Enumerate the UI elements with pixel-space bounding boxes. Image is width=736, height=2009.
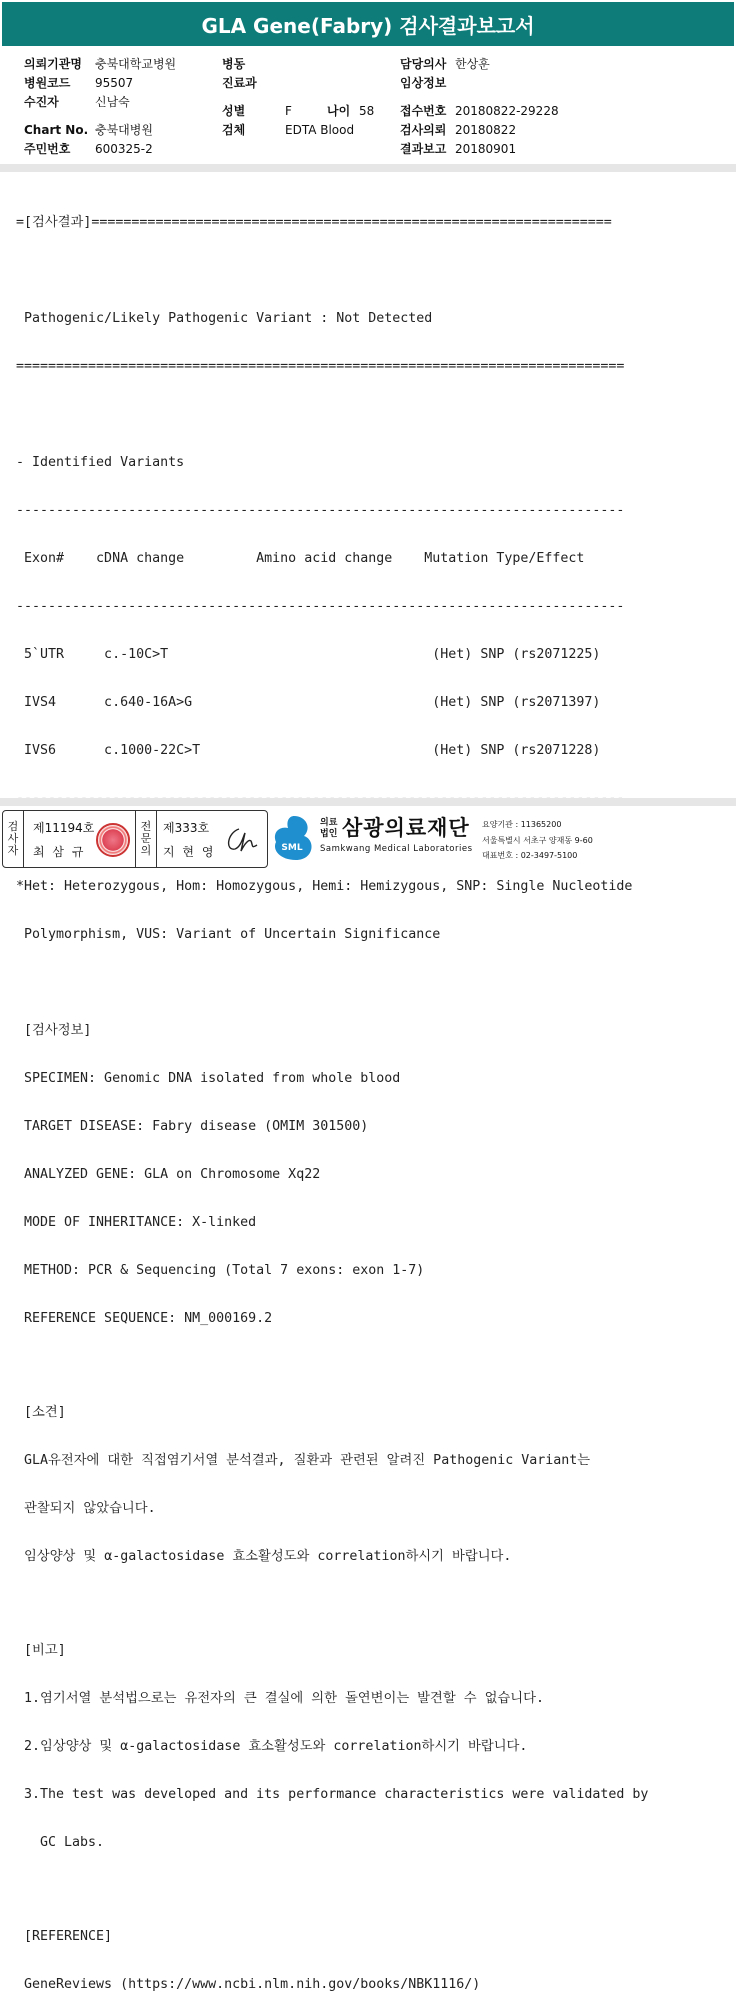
opinion-line: 임상양상 및 α-galactosidase 효소활성도와 correlation하시기 바랍니다.: [16, 1549, 512, 1564]
note-line: 2.임상양상 및 α-galactosidase 효소활성도와 correlation하시기 바랍니다.: [16, 1739, 528, 1754]
footnote-line: Polymorphism, VUS: Variant of Uncertain Significance: [16, 927, 441, 942]
rule-1: ----------------------------------------------------------------------------: [16, 503, 625, 518]
c1-label: Chart No.: [24, 123, 89, 137]
c3-label: 결과보고: [400, 142, 447, 156]
examiner-name: 최 삼 규: [33, 845, 86, 859]
c3-value: 20180822-29228: [455, 104, 559, 118]
c3-label: 검사의뢰: [400, 123, 447, 137]
c3-label: 접수번호: [400, 104, 447, 118]
ward-label: 병동: [222, 57, 246, 71]
info-line: METHOD: PCR & Sequencing (Total 7 exons: exon 1-7): [16, 1263, 425, 1278]
reviewer-label: 전 문 의: [135, 811, 157, 867]
sex-label: 성별: [222, 104, 246, 118]
sml-logo-icon: [272, 814, 316, 862]
note-line: 3.The test was developed and its performance characteristics were validated by: [16, 1787, 649, 1802]
dept-label: 진료과: [222, 76, 257, 90]
specimen-value: EDTA Blood: [285, 123, 355, 137]
examiner-no: 제11194호: [33, 821, 95, 835]
header-divider: [0, 164, 736, 172]
c1-value: 600325-2: [95, 142, 153, 156]
footer-divider: [0, 798, 736, 806]
rule-2: ----------------------------------------------------------------------------: [16, 599, 625, 614]
footer: [0, 806, 736, 875]
note-line: 1.염기서열 분석법으로는 유전자의 큰 결실에 의한 돌연변이는 발견할 수 없습니다.: [16, 1691, 544, 1706]
note-line: GC Labs.: [16, 1835, 105, 1850]
c1-label: 의뢰기관명: [24, 57, 82, 71]
identified-variants-title: - Identified Variants: [16, 455, 185, 470]
info-title: [검사정보]: [16, 1023, 92, 1038]
specimen-label: 검체: [222, 123, 246, 137]
age-label: 나이: [327, 104, 351, 118]
c1-label: 주민번호: [24, 142, 71, 156]
note-title: [비고]: [16, 1643, 66, 1658]
org-info-line: 서울특별시 서초구 양재동 9-60: [482, 836, 593, 845]
reference-line: GeneReviews (https://www.ncbi.nlm.nih.gov/books/NBK1116/): [16, 1977, 481, 1992]
reference-title: [REFERENCE]: [16, 1929, 113, 1944]
sex-value: F: [285, 104, 292, 118]
c3-value: 20180901: [455, 142, 517, 156]
info-line: REFERENCE SEQUENCE: NM_000169.2: [16, 1311, 273, 1326]
signature-icon: [221, 825, 261, 855]
info-line: SPECIMEN: Genomic DNA isolated from whole blood: [16, 1071, 401, 1086]
c3-value: 한상훈: [455, 57, 490, 71]
result-section-header: =[검사결과]=================================================================: [16, 215, 612, 230]
pathogenic-summary: Pathogenic/Likely Pathogenic Variant : Not Detected: [16, 311, 433, 326]
reviewer-name: 지 현 영: [163, 845, 216, 859]
info-line: MODE OF INHERITANCE: X-linked: [16, 1215, 257, 1230]
footnote-line: *Het: Heterozygous, Hom: Homozygous, Hemi: Hemizygous, SNP: Single Nucleotide: [16, 879, 633, 894]
c3-label: 담당의사: [400, 57, 447, 71]
header-col-1: [24, 55, 176, 159]
c3-label: 임상정보: [400, 76, 447, 90]
c1-value: 충북대학교병원: [95, 57, 177, 71]
age-value: 58: [359, 104, 375, 118]
seal-stamp-icon: [96, 823, 130, 857]
info-line: TARGET DISEASE: Fabry disease (OMIM 301500): [16, 1119, 369, 1134]
opinion-line: GLA유전자에 대한 직접염기서열 분석결과, 질환과 관련된 알려진 Pathogenic Variant는: [16, 1453, 591, 1468]
header-col-2: [222, 55, 374, 140]
c1-label: 수진자: [24, 95, 59, 109]
c1-label: 병원코드: [24, 76, 71, 90]
variant-row: 5`UTR c.-10C>T (Het) SNP (rs2071225): [16, 647, 601, 662]
org-info-line: 요양기관 : 11365200: [482, 820, 562, 829]
double-rule: ============================================================================: [16, 359, 625, 374]
patient-header: [0, 52, 736, 164]
reviewer-no: 제333호: [163, 821, 210, 835]
header-col-3: [400, 55, 559, 159]
org-prefix: 의료 법인: [320, 818, 338, 839]
c3-value: 20180822: [455, 123, 517, 137]
signature-box: [2, 810, 268, 868]
examiner-label: 검 사 자: [3, 811, 24, 867]
variant-row: IVS4 c.640-16A>G (Het) SNP (rs2071397): [16, 695, 601, 710]
info-line: ANALYZED GENE: GLA on Chromosome Xq22: [16, 1167, 321, 1182]
org-english: Samkwang Medical Laboratories: [320, 844, 473, 854]
c1-value: 신남숙: [95, 95, 130, 109]
logo-mark-text: SML: [281, 843, 303, 853]
org-logo: [272, 810, 732, 866]
report-body: [16, 183, 732, 2009]
c1-value: 충북대병원: [95, 123, 153, 137]
c1-value: 95507: [95, 76, 134, 90]
opinion-title: [소견]: [16, 1405, 66, 1420]
org-info-line: 대표번호 : 02-3497-5100: [482, 851, 578, 860]
variant-row: IVS6 c.1000-22C>T (Het) SNP (rs2071228): [16, 743, 601, 758]
report-title: GLA Gene(Fabry) 검사결과보고서: [2, 2, 734, 46]
opinion-line: 관찰되지 않았습니다.: [16, 1501, 156, 1516]
variant-table-header: Exon# cDNA change Amino acid change Mutation Type/Effect: [16, 551, 585, 566]
org-name: 삼광의료재단: [342, 816, 470, 840]
